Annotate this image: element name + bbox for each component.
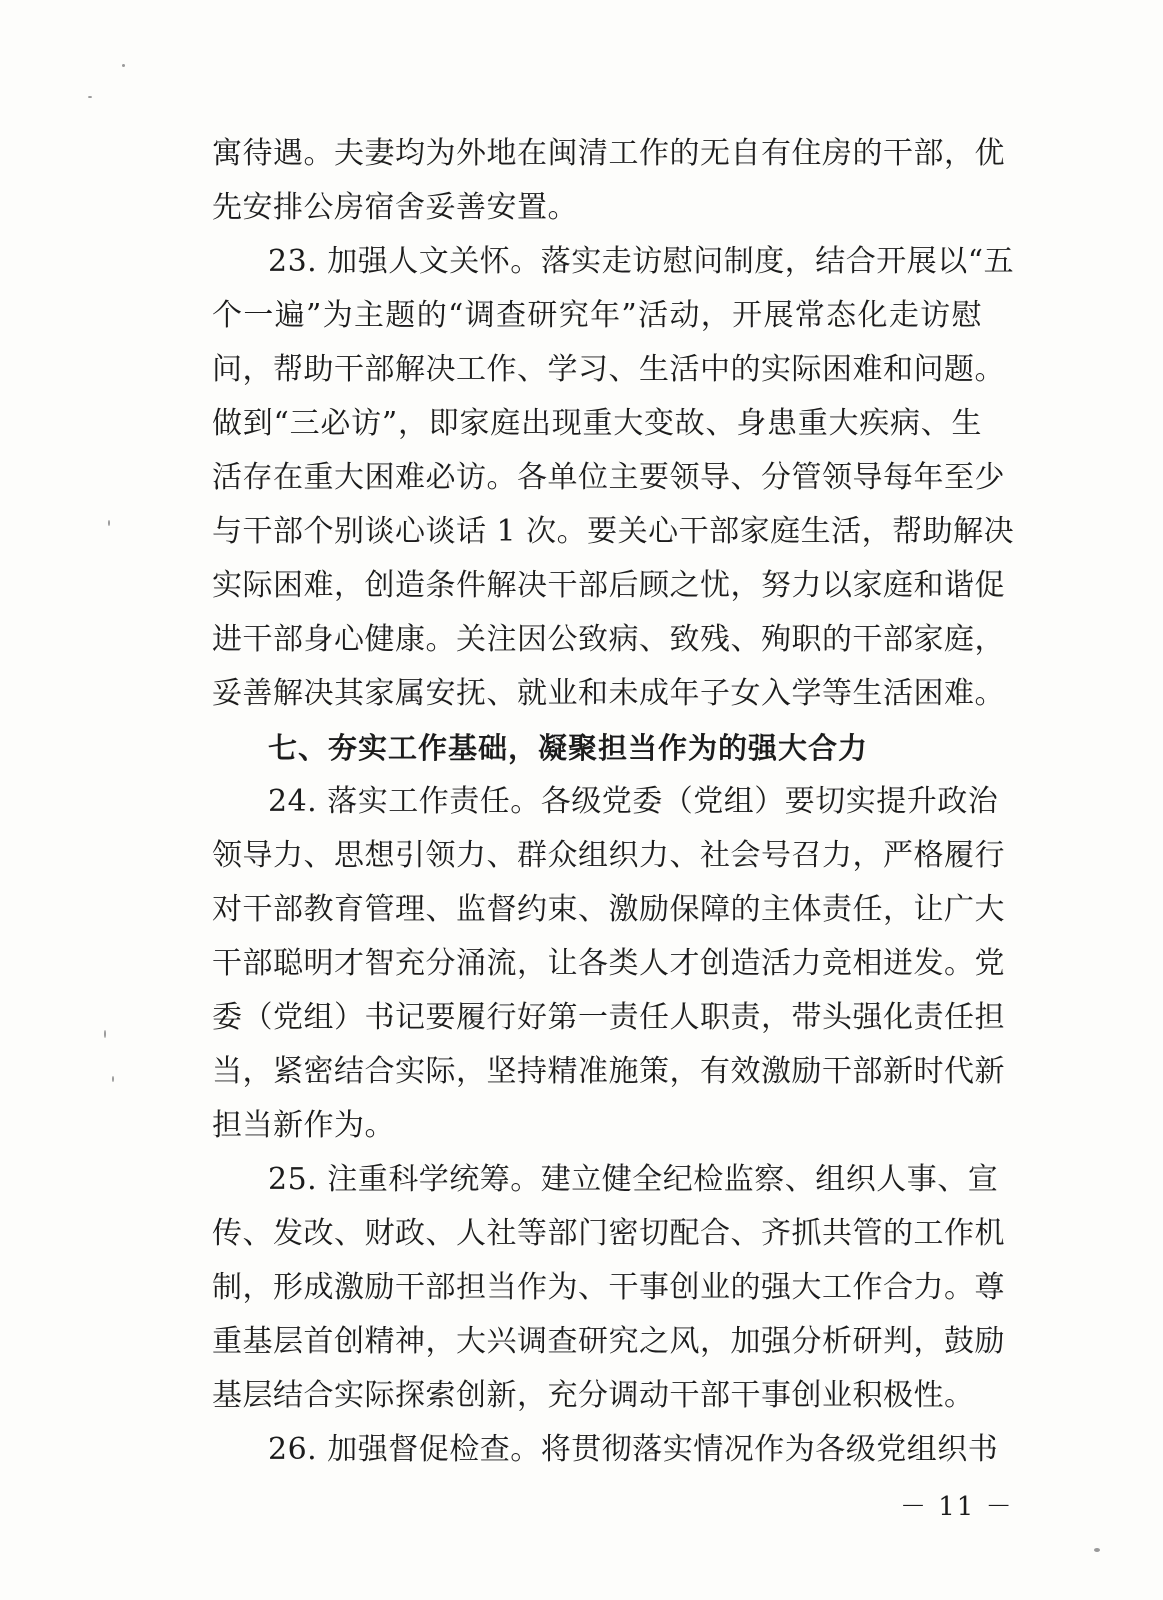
- text-line: 对干部教育管理、监督约束、激励保障的主体责任，让广大: [212, 892, 1005, 927]
- text-line: 与干部个别谈心谈话 1 次。要关心干部家庭生活，帮助解决: [212, 514, 1015, 549]
- text-line: 寓待遇。夫妻均为外地在闽清工作的无自有住房的干部，优: [212, 136, 1005, 171]
- text-line: 传、发改、财政、人社等部门密切配合、齐抓共管的工作机: [212, 1216, 1005, 1251]
- text-line: 基层结合实际探索创新，充分调动干部干事创业积极性。: [212, 1378, 975, 1413]
- scan-speck: [122, 64, 125, 67]
- text-line: 先安排公房宿舍妥善安置。: [212, 190, 578, 225]
- text-line: 问，帮助干部解决工作、学习、生活中的实际困难和问题。: [212, 352, 1005, 387]
- text-line: 担当新作为。: [212, 1108, 395, 1143]
- text-line: 23. 加强人文关怀。落实走访慰问制度，结合开展以“五: [268, 244, 1015, 279]
- text-line: 活存在重大困难必访。各单位主要领导、分管领导每年至少: [212, 460, 1005, 495]
- text-line: 做到“三必访”，即家庭出现重大变故、身患重大疾病、生: [212, 406, 982, 441]
- text-line: 领导力、思想引领力、群众组织力、社会号召力，严格履行: [212, 838, 1005, 873]
- text-line: 重基层首创精神，大兴调查研究之风，加强分析研判，鼓励: [212, 1324, 1005, 1359]
- text-line: 实际困难，创造条件解决干部后顾之忧，努力以家庭和谐促: [212, 568, 1005, 603]
- text-line: 当，紧密结合实际，坚持精准施策，有效激励干部新时代新: [212, 1054, 1005, 1089]
- text-line: 制，形成激励干部担当作为、干事创业的强大工作合力。尊: [212, 1270, 1005, 1305]
- scan-speck: [108, 520, 110, 526]
- text-line: 26. 加强督促检查。将贯彻落实情况作为各级党组织书: [268, 1432, 999, 1467]
- page-number: － 11 －: [900, 1492, 1014, 1522]
- text-line: 妥善解决其家属安抚、就业和未成年子女入学等生活困难。: [212, 676, 1005, 711]
- text-line: 个一遍”为主题的“调查研究年”活动，开展常态化走访慰: [212, 298, 982, 333]
- scan-speck: [1094, 1548, 1100, 1552]
- section-heading: 七、夯实工作基础，凝聚担当作为的强大合力: [268, 731, 869, 765]
- text-line: 24. 落实工作责任。各级党委（党组）要切实提升政治: [268, 784, 999, 819]
- text-line: 进干部身心健康。关注因公致病、致残、殉职的干部家庭，: [212, 622, 1005, 657]
- scan-speck: [88, 96, 92, 98]
- text-line: 25. 注重科学统筹。建立健全纪检监察、组织人事、宣: [268, 1162, 999, 1197]
- scan-speck: [104, 1030, 106, 1038]
- text-line: 干部聪明才智充分涌流，让各类人才创造活力竞相迸发。党: [212, 946, 1005, 981]
- scan-speck: [112, 1076, 114, 1082]
- text-line: 委（党组）书记要履行好第一责任人职责，带头强化责任担: [212, 1000, 1005, 1035]
